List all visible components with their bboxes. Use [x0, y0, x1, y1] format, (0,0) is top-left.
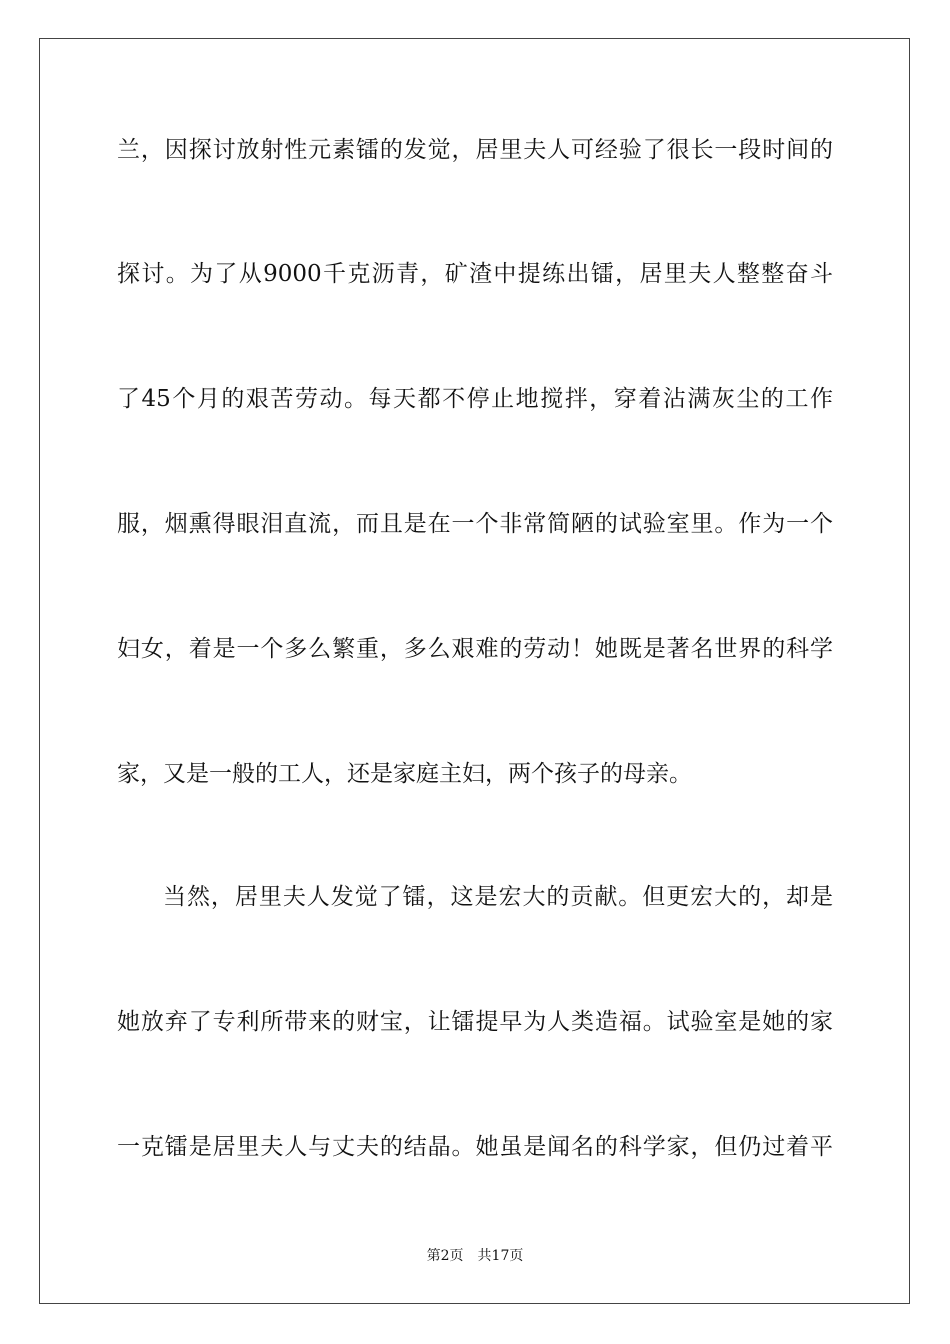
paragraph-line-1: 兰，因探讨放射性元素镭的发觉，居里夫人可经验了很长一段时间的	[117, 137, 833, 163]
paragraph-line-3: 了45个月的艰苦劳动。每天都不停止地搅拌，穿着沾满灰尘的工作	[117, 386, 833, 412]
page-total: 共17页	[477, 1248, 524, 1264]
page-footer	[0, 1247, 950, 1265]
paragraph-line-8: 她放弃了专利所带来的财宝，让镭提早为人类造福。试验室是她的家	[117, 1009, 833, 1035]
paragraph-line-7: 当然，居里夫人发觉了镭，这是宏大的贡献。但更宏大的，却是	[163, 884, 833, 910]
page-border	[39, 38, 910, 1304]
paragraph-line-6: 家，又是一般的工人，还是家庭主妇，两个孩子的母亲。	[117, 761, 692, 787]
paragraph-line-9: 一克镭是居里夫人与丈夫的结晶。她虽是闻名的科学家，但仍过着平	[117, 1134, 833, 1160]
paragraph-line-2: 探讨。为了从9000千克沥青，矿渣中提练出镭，居里夫人整整奋斗	[117, 261, 833, 287]
paragraph-line-4: 服，烟熏得眼泪直流，而且是在一个非常简陋的试验室里。作为一个	[117, 511, 833, 537]
paragraph-line-5: 妇女，着是一个多么繁重，多么艰难的劳动！她既是著名世界的科学	[117, 636, 833, 662]
page-number: 第2页	[426, 1248, 464, 1264]
